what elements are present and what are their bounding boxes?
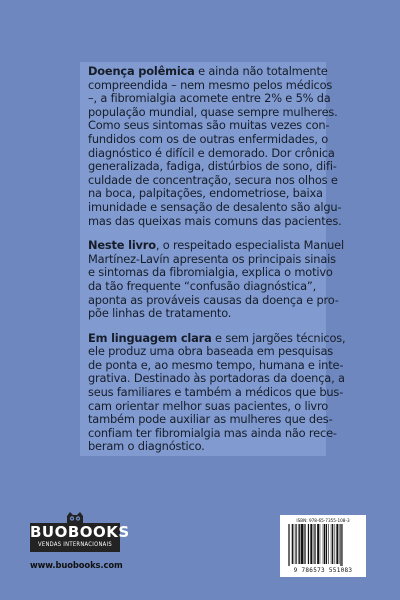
barcode-bars	[280, 524, 366, 566]
barcode-bar	[317, 524, 319, 564]
barcode-bar	[331, 524, 332, 564]
barcode-bar	[332, 524, 333, 564]
text-line: –, a fibromialgia acomete entre 2% e 5% da	[88, 91, 331, 106]
synopsis-paragraph-3	[88, 330, 346, 454]
paragraph-lead: Neste livro	[88, 238, 156, 253]
logo-banner	[30, 523, 130, 552]
text-line: Como seus sintomas são muitas vezes con-	[88, 118, 330, 133]
barcode-bar	[324, 524, 325, 564]
synopsis-paragraph-2	[88, 238, 344, 321]
barcode-bar	[320, 524, 321, 564]
publisher-tagline: VENDAS INTERNACIONAIS	[37, 542, 112, 548]
text-line: imunidade e sensação de desalento são algu-	[88, 199, 342, 214]
barcode-bar	[301, 524, 303, 564]
barcode-bar	[298, 524, 299, 564]
paragraph-lead: Doença polêmica	[88, 64, 195, 78]
barcode-bar	[292, 524, 293, 564]
barcode-bar	[336, 524, 338, 564]
publisher-logo	[30, 512, 130, 577]
text-line: Doença polêmica e ainda não totalmente	[88, 64, 328, 78]
barcode-bar	[295, 524, 296, 564]
paragraph-lead: Em linguagem clara	[88, 330, 212, 345]
barcode-bar	[305, 524, 306, 564]
barcode-bar	[313, 524, 314, 564]
text-line: Em linguagem clara e sem jargões técnicos,	[88, 330, 346, 345]
text-line: também pode auxiliar as mulheres que des-	[88, 412, 333, 427]
text-line: Martínez-Lavín apresenta os principais sinais	[88, 251, 336, 266]
text-line: diagnóstico é difícil e demorado. Dor crônica	[88, 145, 335, 160]
barcode-bar	[340, 524, 341, 566]
owl-icon	[65, 512, 85, 523]
text-line: Neste livro, o respeitado especialista Manuel	[88, 238, 344, 253]
barcode-bar	[314, 524, 315, 564]
barcode-bar	[304, 524, 305, 564]
text-line: e sintomas da fibromialgia, explica o motivo	[88, 265, 333, 280]
text-line: generalizada, fadiga, distúrbios de sono, difi-	[88, 159, 337, 174]
synopsis-panel	[80, 62, 346, 456]
text-line: na boca, palpitações, endometriose, baixa	[88, 186, 323, 201]
barcode-bar	[308, 524, 309, 564]
text-line: aponta as prováveis causas da doença e pro-	[88, 292, 339, 307]
text-line: mas das queixas mais comuns das pacientes.	[88, 213, 342, 228]
barcode-bar	[315, 524, 316, 564]
isbn-barcode	[280, 515, 366, 577]
text-line: da tão frequente “confusão diagnóstica”,	[88, 278, 317, 293]
text-line: de ponta e, ao mesmo tempo, humana e inte-	[88, 357, 344, 372]
text-line: cam orientar melhor suas pacientes, o livro	[88, 398, 329, 413]
text-line: fundidos com os de outras enfermidades, o	[88, 131, 329, 146]
barcode-bar	[326, 524, 327, 564]
text-line: beram o diagnóstico.	[88, 439, 205, 454]
barcode-bar	[335, 524, 336, 564]
synopsis-paragraph-1	[88, 64, 342, 228]
text-line: seus familiares e também a médicos que bus-	[88, 385, 344, 400]
barcode-bar	[339, 524, 340, 564]
publisher-brand: BUOBOOKS	[30, 523, 130, 541]
barcode-bar	[289, 524, 290, 566]
barcode-bar	[299, 524, 300, 564]
barcode-bar	[310, 524, 312, 564]
text-line: confiam ter fibromialgia mas ainda não rece-	[88, 425, 337, 440]
isbn-label: ISBN: 978-65-7355-108-3	[296, 518, 350, 523]
barcode-bar	[288, 524, 289, 566]
barcode-bar	[294, 524, 295, 564]
text-line: ele produz uma obra baseada em pesquisas	[88, 344, 334, 359]
text-line: põe linhas de tratamento.	[88, 306, 232, 321]
barcode-digits: 9 786573 551083	[293, 567, 353, 574]
barcode-bar	[328, 524, 329, 564]
text-line: população mundial, quase sempre mulheres.	[88, 104, 338, 119]
barcode-bar	[341, 524, 342, 566]
text-line: culdade de concentração, secura nos olhos e	[88, 172, 338, 187]
text-line: compreendida – nem mesmo pelos médicos	[88, 77, 333, 92]
barcode-bar	[323, 524, 324, 564]
publisher-url: www.buobooks.com	[30, 560, 123, 570]
text-line: grativa. Destinado às portadoras da doença, a	[88, 371, 345, 386]
